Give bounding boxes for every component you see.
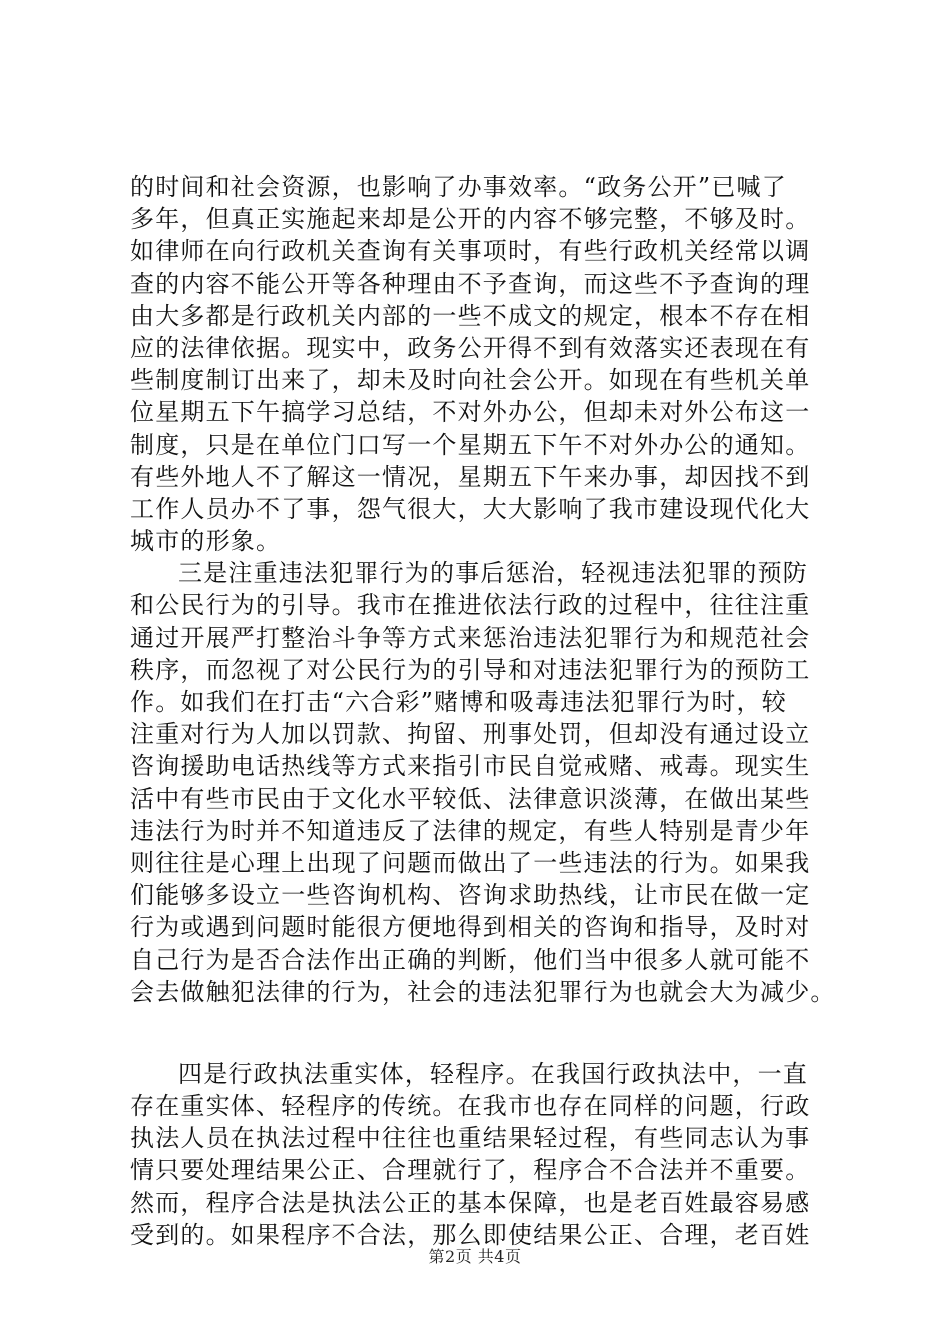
text-line: 们能够多设立一些咨询机构、咨询求助热线，让市民在做一定	[130, 881, 811, 910]
text-line: 位星期五下午搞学习总结，不对外办公，但却未对外公布这一	[130, 398, 811, 427]
text-line: 些制度制订出来了，却未及时向社会公开。如现在有些机关单	[130, 366, 811, 395]
text-line: 活中有些市民由于文化水平较低、法律意识淡薄，在做出某些	[130, 784, 811, 813]
document-body	[130, 171, 850, 1251]
page-number-footer: 第2页 共4页	[428, 1247, 522, 1266]
text-line: 咨询援助电话热线等方式来指引市民自觉戒赌、戒毒。现实生	[130, 752, 811, 781]
text-line: 查的内容不能公开等各种理由不予查询，而这些不予查询的理	[130, 269, 811, 298]
text-line: 则往往是心理上出现了问题而做出了一些违法的行为。如果我	[130, 848, 811, 877]
text-line: 注重对行为人加以罚款、拘留、刑事处罚，但却没有通过设立	[130, 720, 811, 749]
text-line: 执法人员在执法过程中往往也重结果轻过程，有些同志认为事	[130, 1124, 811, 1153]
text-line: 情只要处理结果公正、合理就行了，程序合不合法并不重要。	[130, 1156, 811, 1185]
text-line: 有些外地人不了解这一情况，星期五下午来办事，却因找不到	[130, 462, 811, 491]
text-line: 由大多都是行政机关内部的一些不成文的规定，根本不存在相	[130, 301, 811, 330]
text-line: 工作人员办不了事，怨气很大，大大影响了我市建设现代化大	[130, 494, 811, 523]
text-line: 通过开展严打整治斗争等方式来惩治违法犯罪行为和规范社会	[130, 623, 811, 652]
text-line: 的时间和社会资源，也影响了办事效率。“政务公开”已喊了	[130, 173, 787, 201]
text-line: 和公民行为的引导。我市在推进依法行政的过程中，往往注重	[130, 591, 811, 620]
text-line: 受到的。如果程序不合法，那么即使结果公正、合理，老百姓	[130, 1220, 811, 1249]
text-line: 存在重实体、轻程序的传统。在我市也存在同样的问题，行政	[130, 1092, 811, 1121]
text-line: 作。如我们在打击“六合彩”赌博和吸毒违法犯罪行为时，较	[130, 688, 787, 716]
text-line: 如律师在向行政机关查询有关事项时，有些行政机关经常以调	[130, 237, 811, 266]
text-line: 秩序，而忽视了对公民行为的引导和对违法犯罪行为的预防工	[130, 655, 811, 684]
text-line: 违法行为时并不知道违反了法律的规定，有些人特别是青少年	[130, 816, 811, 845]
text-line: 城市的形象。	[130, 527, 282, 556]
text-line: 自己行为是否合法作出正确的判断，他们当中很多人就可能不	[130, 945, 811, 974]
text-line: 制度，只是在单位门口写一个星期五下午不对外办公的通知。	[130, 430, 811, 459]
text-line: 应的法律依据。现实中，政务公开得不到有效落实还表现在有	[130, 333, 811, 362]
text-line: 然而，程序合法是执法公正的基本保障，也是老百姓最容易感	[130, 1188, 811, 1217]
paragraph-start-line: 三是注重违法犯罪行为的事后惩治，轻视违法犯罪的预防	[178, 559, 808, 588]
paragraph-start-line: 四是行政执法重实体，轻程序。在我国行政执法中，一直	[178, 1059, 808, 1088]
paragraph-gap	[130, 1008, 850, 1058]
text-line: 多年，但真正实施起来却是公开的内容不够完整，不够及时。	[130, 205, 811, 234]
text-line: 会去做触犯法律的行为，社会的违法犯罪行为也就会大为减少。	[130, 977, 836, 1006]
text-line: 行为或遇到问题时能很方便地得到相关的咨询和指导，及时对	[130, 913, 811, 942]
